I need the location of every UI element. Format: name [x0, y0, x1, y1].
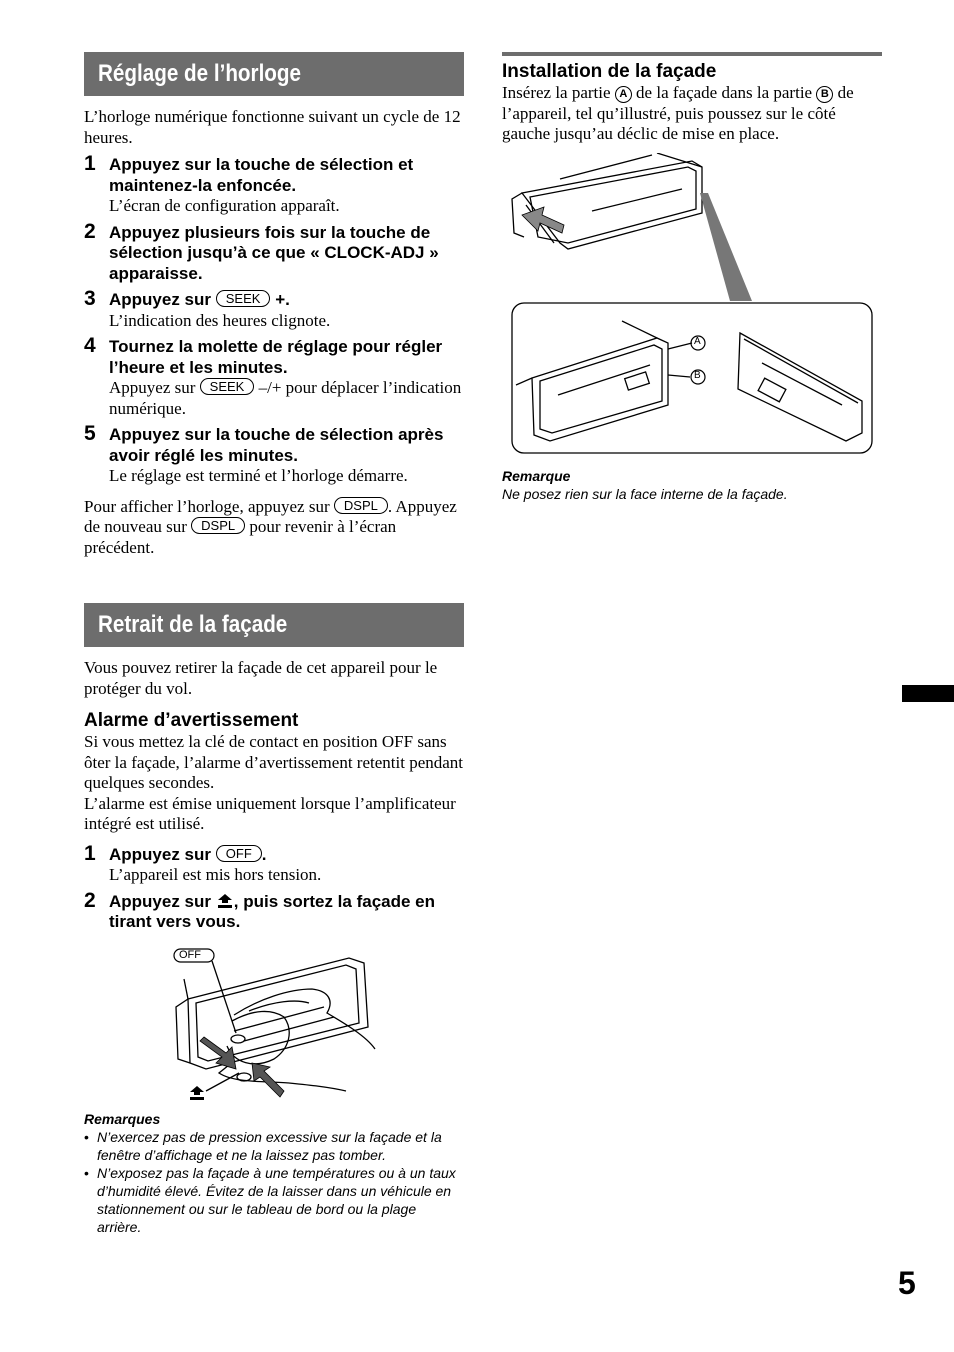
clock-step-4: 4 Tournez la molette de réglage pour régler l’heure et les minutes. Appuyez sur SEEK –/+ pour déplacer l’indication numérique.	[84, 334, 462, 418]
clock-intro: L’horloge numérique fonctionne suivant un cycle de 12 heures.	[84, 107, 461, 147]
note-item: • N’exercez pas de pression excessive sur la façade et la fenêtre d’affichage et ne la laissez pas tomber.	[84, 1128, 464, 1164]
install-figure	[502, 153, 882, 463]
removal-notes: Remarques • N’exercez pas de pression excessive sur la façade et la fenêtre d’affichage et ne la laissez pas tomber. • N’exposez pas la façade à une températures ou à un taux d’humidité élevé. Évitez de la laisser dans un véhicule en stationnement ou sur le tableau de bord ou la plage arrière.	[84, 1110, 464, 1236]
section-rule	[502, 52, 882, 56]
side-tab-marker	[902, 685, 954, 702]
dspl-button-label: DSPL	[334, 497, 388, 514]
alarm-heading: Alarme d’avertissement	[84, 710, 299, 731]
off-button-label: OFF	[216, 845, 262, 862]
clock-section-title: Réglage de l’horloge	[84, 52, 464, 96]
seek-button-label: SEEK	[200, 378, 255, 395]
left-column	[84, 52, 464, 1236]
install-heading: Installation de la façade	[502, 61, 717, 82]
note-item: • N’exposez pas la façade à une températures ou à un taux d’humidité élevé. Évitez de la laisser dans un véhicule en stationnement ou sur le tableau de bord ou la plage arrière.	[84, 1164, 464, 1236]
release-icon	[216, 893, 234, 909]
install-text: Insérez la partie A de la façade dans la partie B de l’appareil, tel qu’illustré, puis poussez sur le côté gauche jusqu’au déclic de mise en place.	[502, 83, 854, 143]
marker-b: B	[816, 86, 833, 103]
removal-figure	[84, 941, 464, 1106]
right-column	[502, 52, 882, 503]
dspl-button-label: DSPL	[191, 517, 245, 534]
page-number: 5	[898, 1265, 916, 1301]
figure-label-a: A	[694, 335, 701, 347]
alarm-text-2: L’alarme est émise uniquement lorsque l’amplificateur intégré est utilisé.	[84, 793, 456, 833]
seek-button-label: SEEK	[216, 290, 271, 307]
install-note: Remarque Ne posez rien sur la face interne de la façade.	[502, 467, 788, 502]
figure-label-b: B	[694, 369, 701, 381]
clock-step-1: 1 Appuyez sur la touche de sélection et maintenez-la enfoncée. L’écran de configuration apparaît.	[84, 152, 414, 215]
removal-section-title: Retrait de la façade	[84, 603, 464, 647]
removal-step-1: 1 Appuyez sur OFF . L’appareil est mis hors tension.	[84, 841, 322, 884]
removal-illustration	[84, 941, 464, 1106]
clock-step-2: 2 Appuyez plusieurs fois sur la touche de sélection jusqu’à ce que « CLOCK-ADJ » apparaisse.	[84, 219, 439, 283]
figure-off-label: OFF	[179, 948, 201, 961]
install-illustration	[502, 153, 882, 463]
removal-intro: Vous pouvez retirer la façade de cet appareil pour le protéger du vol.	[84, 658, 438, 698]
marker-a: A	[615, 86, 632, 103]
removal-step-2: 2 Appuyez sur , puis sortez la façade en tirant vers vous.	[84, 888, 436, 931]
clock-outro: Pour afficher l’horloge, appuyez sur DSPL . Appuyez de nouveau sur DSPL pour revenir à l’écran précédent.	[84, 496, 457, 557]
clock-step-5: 5 Appuyez sur la touche de sélection après avoir réglé les minutes. Le réglage est terminé et l’horloge démarre.	[84, 422, 444, 485]
clock-step-3: 3 Appuyez sur SEEK +. L’indication des heures clignote.	[84, 287, 331, 330]
alarm-text: Si vous mettez la clé de contact en position OFF sans ôter la façade, l’alarme d’avertissement retentit pendant quelques secondes.	[84, 732, 464, 792]
